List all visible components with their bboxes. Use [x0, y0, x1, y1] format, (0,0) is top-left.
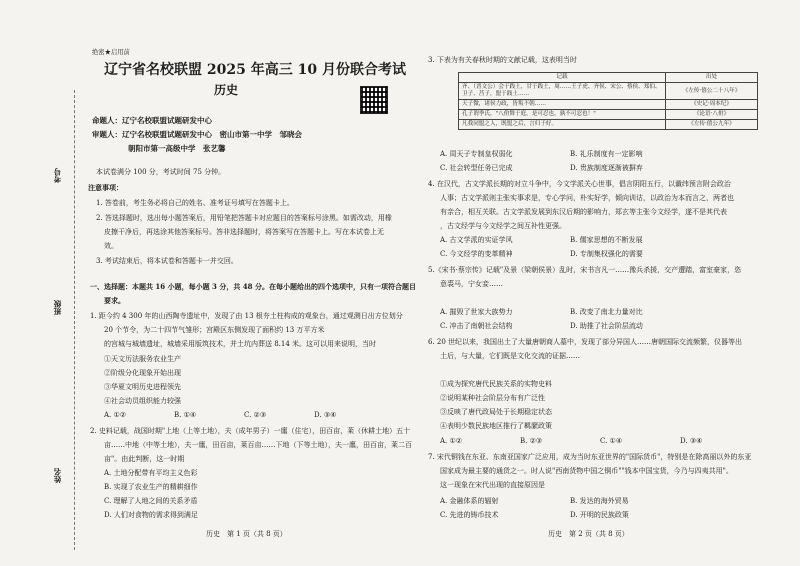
table-row — [459, 120, 758, 130]
q1-option-c: C. ②③ — [244, 411, 267, 419]
q4-line-2: 人事；古文学派则主张实事求是，专心学问，朴实好学，倾向训诂，以政治为本而言之，两者也 — [440, 194, 734, 202]
q5-line-2: 意裘马，宁女妾…… — [440, 280, 503, 288]
section-1-heading-b: 要求。 — [104, 296, 125, 305]
q5-option-c: C. 冲击了南朝社会结构 — [440, 322, 513, 330]
q1-item-1: ①天文历法服务农业生产 — [104, 355, 181, 363]
q6-item-3: ③反映了唐代政局处于长期稳定状态 — [440, 408, 552, 416]
q4-option-c: C. 今文经学的变革精神 — [440, 250, 513, 258]
q2-option-c: C. 理解了人地之间的关系矛盾 — [104, 497, 198, 505]
subject-title: 历史 — [214, 83, 239, 97]
q7-option-c: C. 先进的铸币技术 — [440, 511, 499, 519]
q1-line-2: 20 个节令，为二十四节气雏形；宫殿区东侧发现了面积约 13 万平方米 — [104, 326, 325, 334]
q7-line-1: 7. 宋代铜钱在东亚、东南亚国家广泛应用，成为当时东亚世界的"国际货币"，特别是在除高丽以外的东亚 — [428, 453, 752, 461]
side-label-class: 班级 — [53, 300, 62, 315]
q6-option-a: A. ①② — [440, 437, 463, 445]
notice-2c: 效。 — [104, 242, 118, 250]
q4-line-1: 4. 在汉代，古文学派长期的对立斗争中，今文学派关心世事，倡言阴阳五行，以谶纬预言附会政治 — [428, 180, 731, 188]
q1-option-d: D. ③④ — [314, 411, 337, 419]
q1-line-1: 1. 距今约 4 300 年的山西陶寺遗址中，发现了由 13 根夯土柱构成的观象台，通过观测日出方位划分 — [90, 312, 403, 320]
side-label-exam-number: 考号 — [53, 168, 62, 183]
q4-line-4: ，古文经学与今文经学之间互补性更强。 — [440, 222, 566, 230]
table-row — [459, 100, 758, 110]
reviewer-line-1: 审题人：辽宁名校联盟试题研发中心 密山市第一中学 邹晓会 — [92, 130, 302, 139]
notice-2: 2. 答选择题时，选出每小题答案后，用铅笔把答题卡对应题目的答案标号涂黑。如需改动，用橡 — [96, 214, 392, 222]
q5-option-d: D. 助推了社会阶层流动 — [570, 322, 643, 330]
q2-option-a: A. 土地分配带有平均主义色彩 — [104, 469, 198, 477]
table-header-source: 出处 — [666, 73, 758, 83]
q6-option-c: C. ①④ — [600, 437, 623, 445]
q6-option-b: B. ②③ — [520, 437, 543, 445]
table-cell: 凡我同盟之人，既盟之后，言归于好。 — [459, 120, 666, 130]
side-label-name: 姓名 — [53, 468, 62, 483]
q3-option-d: D. 贵族制度逐渐被摒弃 — [570, 164, 643, 172]
q7-option-b: B. 发达的海外贸易 — [570, 497, 629, 505]
q2-line-3: 亩"。由此判断，这一时期 — [104, 455, 185, 463]
q1-item-4: ④社会动员组织能力较强 — [104, 397, 181, 405]
q4-option-d: D. 专制集权强化的需要 — [570, 250, 643, 258]
section-1-heading: 一、选择题：本题共 16 小题，每小题 3 分，共 48 分。在每小题给出的四个选项中，只有一项符合题目 — [90, 282, 416, 291]
q1-option-a: A. ①② — [104, 411, 127, 419]
q3-option-b: B. 礼乐制度有一定影响 — [570, 150, 643, 158]
notice-1: 1. 答卷前，考生务必将自己的姓名、准考证号填写在答题卡上。 — [96, 199, 294, 207]
q1-option-b: B. ①④ — [174, 411, 197, 419]
table-cell: 天子微，诸侯力政，皆叛不朝…… — [459, 100, 666, 110]
q6-item-1: ①成为探究唐代民族关系的实物史料 — [440, 380, 552, 388]
q1-item-3: ③华夏文明历史进程领先 — [104, 383, 181, 391]
table-cell: 《论语·八佾》 — [666, 110, 758, 120]
q7-line-2: 国家成为最主要的通货之一。时人说"西南货物中国之铜币""钱本中国宝货，今乃与四夷共用"。 — [440, 467, 733, 475]
q7-option-d: D. 开明的民族政策 — [570, 511, 629, 519]
notice-title: 注意事项： — [88, 183, 123, 192]
setter-line: 命题人：辽宁名校联盟试题研发中心 — [92, 116, 212, 125]
q2-option-b: B. 实现了农业生产的精耕细作 — [104, 483, 198, 491]
binding-line — [74, 90, 75, 550]
q6-line-2: 土后，与大量，它们既是文化交流的证据…… — [440, 352, 580, 360]
table-cell: 孔子谓季氏，"八佾舞于庭，是可忍也，孰不可忍也！" — [459, 110, 666, 120]
table-row — [459, 110, 758, 120]
reviewer-line-2: 朝阳市第一高级中学 张艺馨 — [128, 144, 226, 153]
q4-line-3: 有亲合，相互关联。古文学派发展到东汉后期的影响力，郑玄等主张今文经学，遂不是其代表 — [440, 208, 727, 216]
q2-line-1: 2. 史料记载，战国时期"上地（上等土地），夫（成年男子）一廛（住宅），田百亩，莱（休耕土地）五十 — [90, 427, 411, 435]
q2-option-d: D. 人们对食物的需求得到满足 — [104, 511, 198, 519]
q6-line-1: 6. 20 世纪以来，我国出土了大量唐朝商人墓中，发现了部分异国人……唐朝国际交流频繁，仪器等出 — [428, 338, 743, 346]
q5-line-1: 5.《宋书·蔡宗传》记载"及景（梁朝侯景）乱时，宋书言凡一……豫兵杀援，交产遭踏，富室豪家，恣 — [428, 266, 742, 274]
notice-3: 3. 考试结束后，将本试卷和答题卡一并交回。 — [96, 257, 238, 265]
table-cell: 《左传·僖公二十八年》 — [666, 83, 758, 100]
q4-option-b: B. 儒家思想的不断发展 — [570, 236, 643, 244]
q5-option-b: B. 改变了南北力量对比 — [570, 308, 643, 316]
exam-title: 辽宁省名校联盟 2025 年高三 10 月份联合考试 — [104, 62, 406, 78]
q7-line-3: 这一现象在宋代出现的直接原因是 — [440, 481, 545, 489]
q1-item-2: ②阶级分化现象开始出现 — [104, 369, 181, 377]
q3-option-a: A. 周天子专制皇权弱化 — [440, 150, 513, 158]
table-cell: 《史记·周本纪》 — [666, 100, 758, 110]
score-info: 本试卷满分 100 分，考试时间 75 分钟。 — [96, 168, 226, 176]
table-row — [459, 83, 758, 100]
q2-line-2: 亩……中地（中等土地），夫一廛，田百亩，莱百亩……下地（下等土地），夫一廛，田百亩，莱二百 — [104, 441, 412, 449]
table-cell: 齐、（晋文公）会于践土，甘于践土，周……王子虎、齐侯、宋公、蔡侯、郑伯、卫子、莒子，盟于践土…… — [459, 83, 666, 100]
q4-option-a: A. 古文学派的实证学风 — [440, 236, 513, 244]
q5-option-a: A. 摧毁了世家大族势力 — [440, 308, 513, 316]
q1-line-3: 的宫城与城墙遗址，城墙采用版筑技术，并土坑内葬送 8.14 米。这可以用来说明，当时 — [104, 340, 377, 348]
q6-item-4: ④表明少数民族地区推行了羁縻政策 — [440, 422, 552, 430]
table-header-record: 记载 — [459, 73, 666, 83]
q6-option-d: D. ③④ — [680, 437, 703, 445]
notice-2b: 皮擦干净后，再选涂其他答案标号。答非选择题时，将答案写在答题卡上。写在本试卷上无 — [104, 228, 384, 236]
q6-item-2: ②说明某种社会阶层分布有广泛性 — [440, 394, 545, 402]
table-cell: 《左传·僖公九年》 — [666, 120, 758, 130]
q3-intro: 3. 下表为有关春秋时期的文献记载，这表明当时 — [428, 56, 577, 64]
page-footer-2: 历史 第 2 页（共 8 页） — [548, 530, 629, 538]
q7-option-a: A. 金融体系的辐射 — [440, 497, 499, 505]
qr-code-icon — [360, 86, 388, 114]
q3-option-c: C. 社会转型任务已完成 — [440, 164, 513, 172]
q3-table — [458, 72, 758, 130]
page-footer-1: 历史 第 1 页（共 8 页） — [206, 530, 287, 538]
secret-mark: 绝密★启用前 — [92, 49, 130, 56]
